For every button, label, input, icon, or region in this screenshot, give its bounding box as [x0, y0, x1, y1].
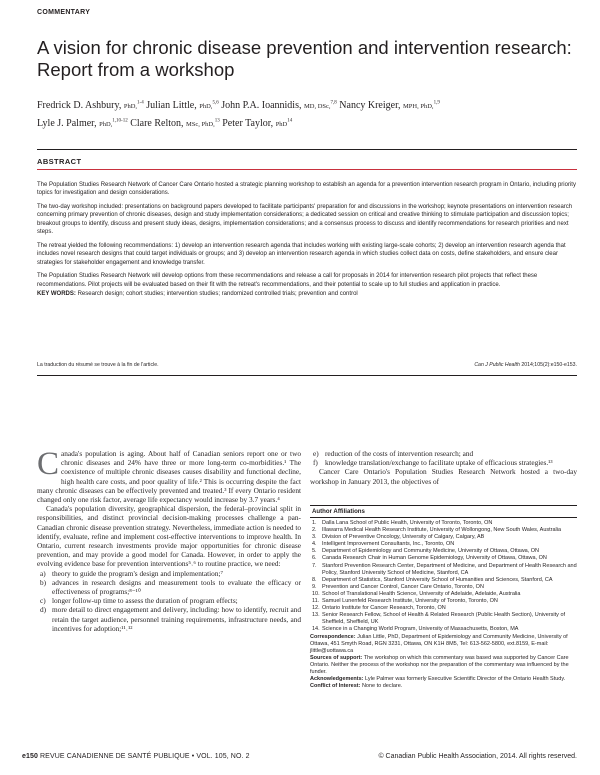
affiliation-item: 7. Stanford Prevention Research Center, Department of Medicine, and Department of Health Research and Policy, Stanford University School of Medicine, Stanford, CA [312, 562, 577, 576]
affiliation-item: 1. Dalla Lana School of Public Health, University of Toronto, Toronto, ON [312, 520, 493, 526]
affiliation-item: 13. Senior Research Fellow, School of Health & Related Research (Public Health Section), University of Sheffield, Sheffield, UK [312, 612, 566, 626]
sources-of-support: Sources of support: The workshop on which this commentary was based was supported by Cancer Care Ontario. Neither the process of the workshop nor the preparation of the commentary was influenced by the funder. [310, 654, 569, 675]
drop-cap: C [37, 446, 60, 482]
article-title: A vision for chronic disease prevention and intervention research: Report from a workshop [37, 37, 572, 80]
keywords-text: Research design; cohort studies; intervention studies; randomized controlled trials; prevention and control [77, 291, 358, 298]
needs-list-continued [310, 449, 577, 467]
abstract-paragraph: The retreat yielded the following recommendations: 1) develop an intervention research agenda that includes working with existing large-scale cohorts; 2) develop an intervention research agenda that includes novel research designs that could target individuals or groups; and 3) develop an intervention research agenda in which studies collect data on costs, define stakeholders, and ensure clear strategies for stakeholder engagement and knowledge transfer. [37, 242, 566, 266]
needs-list [37, 569, 301, 633]
author: John P.A. Ioannidis, MD, DSc,$^{7,8}$ [221, 100, 337, 112]
author: Nancy Kreiger, MPH, PhD,$^{1,9}$ [339, 100, 440, 112]
keywords [37, 290, 577, 298]
page-number: e150 [22, 753, 38, 760]
affiliation-item: 8. Department of Statistics, Stanford University School of Humanities and Sciences, Stanford, CA [312, 576, 553, 583]
abstract-body [37, 181, 577, 304]
affiliations-list [310, 518, 577, 634]
translation-note: La traduction du résumé se trouve à la fin de l'article. [37, 362, 159, 368]
list-item: a) theory to guide the program's design and implementation;⁷ [40, 568, 224, 578]
conflict-of-interest: Conflict of Interest: None to declare. [310, 683, 403, 690]
affiliation-item: 14. Science in a Changing World Program, University of Massachusetts, Boston, MA [312, 626, 519, 633]
abstract-paragraph: The Population Studies Research Network of Cancer Care Ontario hosted a strategic planning workshop to establish an agenda for a prevention intervention research program in Ontario, including priority topics for investigation and design considerations. [37, 182, 576, 197]
journal-name: REVUE CANADIENNE DE SANTÉ PUBLIQUE • VOL. 105, NO. 2 [40, 753, 250, 760]
affiliations-heading: Author Affiliations [310, 505, 577, 518]
body-column-left [37, 446, 301, 633]
body-paragraph: Cancer Care Ontario's Population Studies Research Network hosted a two-day workshop in January 2013, the objectives of [310, 467, 577, 486]
acknowledgements: Acknowledgements: Lyle Palmer was formerly Executive Scientific Director of the Ontario Health Study. [310, 676, 566, 683]
abstract-paragraph: The Population Studies Research Network will develop options from these recommendations and release a call for proposals in 2014 for intervention research pilot projects that reflect these recommendations. Pilot projects will be evaluated based on their fit with the retreat's recommendations, and their potential to scale up to full studies and application in practice. [37, 273, 538, 288]
affiliation-item: 3. Division of Preventive Oncology, University of Calgary, Calgary, AB [312, 534, 485, 541]
keywords-label: KEY WORDS: [37, 291, 76, 298]
copyright: © Canadian Public Health Association, 2014. All rights reserved. [378, 753, 577, 760]
body-column-right [310, 449, 577, 486]
affiliation-item: 5. Department of Epidemiology and Community Medicine, University of Ottawa, Ottawa, ON [312, 548, 540, 555]
author-affiliations [310, 505, 577, 690]
running-footer [22, 753, 250, 760]
section-label: COMMENTARY [37, 9, 91, 16]
divider-top [37, 149, 577, 150]
body-paragraph: Canada's population diversity, geographical dispersion, the federal–provincial split in responsibilities, and distinct provincial decision-making processes challenge a pan-Canadian chronic disease prevention strategy. Nevertheless, immediate action is needed to identify, evaluate, refine and implement cost-effective interventions to improve health. In Ontario, current research investments provide major opportunities for chronic disease prevention, and may provide a good model for Canada. However, in order to apply the evolving evidence base for prevention interventions⁵˒⁶ to routine practice, we need: [37, 504, 301, 569]
author: Clare Relton, MSc, PhD,$^{13}$ [130, 117, 220, 129]
list-item: e) reduction of the costs of intervention research; and [313, 449, 474, 458]
author: Fredrick D. Ashbury, PhD,$^{1-4}$ [37, 100, 144, 112]
affiliation-item: 2. Illawarra Medical Health Research Institute, University of Wollongong, New South Wales, Australia [312, 527, 562, 534]
divider-accent [37, 169, 577, 170]
affiliation-item: 10. School of Translational Health Science, University of Adelaide, Adelaide, Australia [312, 590, 521, 597]
divider-bottom [37, 375, 577, 376]
affiliation-item: 11. Samuel Lunenfeld Research Institute, University of Toronto, Toronto, ON [312, 598, 498, 605]
affiliation-item: 9. Prevention and Cancer Control, Cancer Care Ontario, Toronto, ON [312, 583, 484, 590]
author: Peter Taylor, PhD$^{14}$ [222, 117, 293, 129]
author-list [37, 97, 577, 132]
affiliation-item: 12. Ontario Institute for Cancer Research, Toronto, ON [312, 605, 446, 612]
body-paragraph: Canada's population is aging. About half of Canadian seniors report one or two chronic diseases and 24% have three or more long-term co-morbidities.¹ The coexistence of multiple chronic diseases causes disability and functional decline, high health care costs, and poor quality of life.² This is occurring despite the fact many chronic diseases can be effectively prevented and treated.³ If every Ontario resident changed only one risk factor, average life expectancy would increase by 3.7 years.⁴ [37, 446, 301, 505]
citation: Can J Public Health 2014;105(2):e150-e153. [474, 362, 577, 368]
correspondence: Correspondence: Julian Little, PhD, Department of Epidemiology and Community Medicine, University of Ottawa, 451 Smyth Road, RGN 3231, Ottawa, ON K1H 8M5, Tel: 613-562-5800, ext.8159, E-mail: jlittle@uottawa.ca [310, 633, 568, 654]
abstract-heading: ABSTRACT [37, 157, 82, 166]
author: Lyle J. Palmer, PhD,$^{1,10-12}$ [37, 117, 128, 129]
affiliation-item: 4. Intelligent Improvement Consultants, Inc., Toronto, ON [312, 541, 455, 548]
author: Julian Little, PhD,$^{5,6}$ [146, 100, 219, 112]
abstract-paragraph: The two-day workshop included: presentations on background papers developed to facilitate participants' preparation for and discussions in the workshop; keynote presentations on intervention research concerning primary prevention of chronic diseases, design and study implementation considerations; a dedicated session on critical and creative thinking to stimulate participation and discussion topics; breakout groups to identify, discuss and present study ideas, designs, implementation considerations; and a consensus process to discuss and identify recommendations for research priorities and next steps. [37, 204, 573, 236]
affiliation-item: 6. Canada Research Chair in Human Genome Epidemiology, University of Ottawa, Ottawa, ON [312, 555, 547, 562]
list-item: b) advances in research designs and measurement tools to evaluate the efficacy or effectiveness of programs;⁸⁻¹⁰ [40, 577, 301, 597]
list-item: f) knowledge translation/exchange to facilitate uptake of efficacious strategies.¹³ [313, 458, 553, 468]
list-item: c) longer follow-up time to assess the duration of program effects; [40, 596, 238, 606]
list-item: d) more detail to direct engagement and delivery, including: how to identify, recruit and retain the target audience, personnel training requirements, infrastructure needs, and incentives for adoption;¹¹˒¹² [40, 605, 301, 633]
